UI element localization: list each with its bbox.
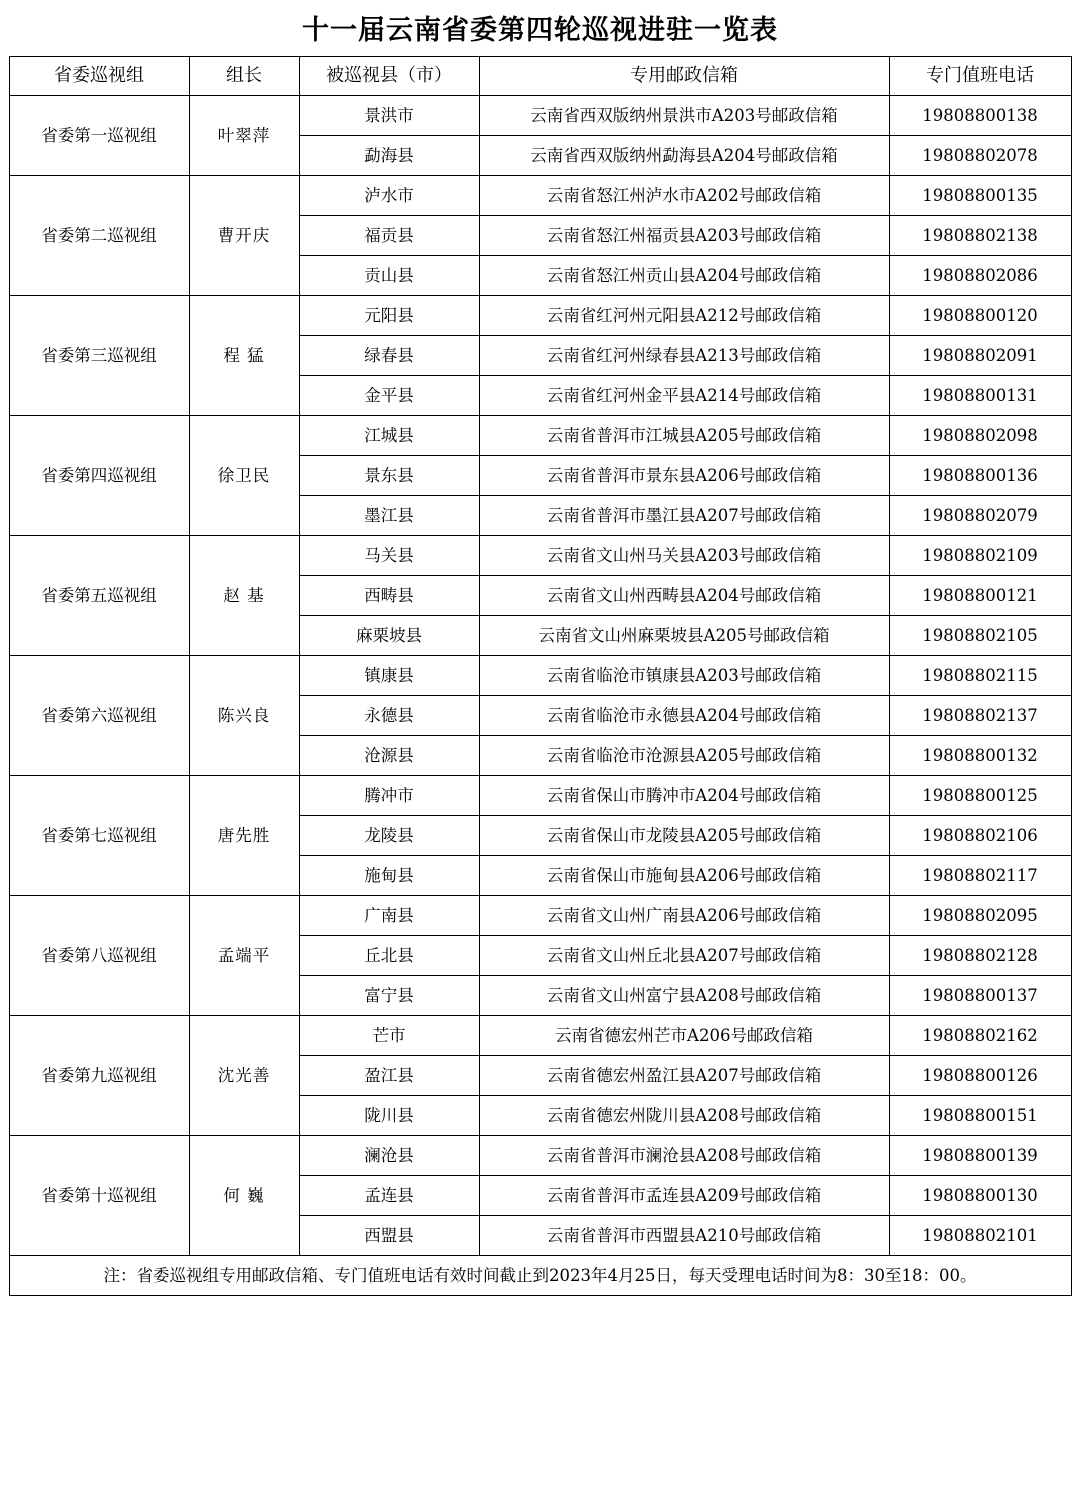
cell-mailbox: 云南省怒江州泸水市A202号邮政信箱 — [479, 176, 889, 216]
cell-mailbox: 云南省红河州元阳县A212号邮政信箱 — [479, 296, 889, 336]
cell-phone: 19808802137 — [889, 696, 1071, 736]
cell-county: 福贡县 — [299, 216, 479, 256]
cell-mailbox: 云南省怒江州贡山县A204号邮政信箱 — [479, 256, 889, 296]
cell-county: 芒市 — [299, 1016, 479, 1056]
cell-mailbox: 云南省保山市龙陵县A205号邮政信箱 — [479, 816, 889, 856]
cell-mailbox: 云南省普洱市西盟县A210号邮政信箱 — [479, 1216, 889, 1256]
cell-group: 省委第三巡视组 — [9, 296, 189, 416]
cell-county: 西盟县 — [299, 1216, 479, 1256]
cell-county: 丘北县 — [299, 936, 479, 976]
cell-mailbox: 云南省普洱市江城县A205号邮政信箱 — [479, 416, 889, 456]
cell-group: 省委第十巡视组 — [9, 1136, 189, 1256]
cell-mailbox: 云南省红河州绿春县A213号邮政信箱 — [479, 336, 889, 376]
cell-mailbox: 云南省保山市施甸县A206号邮政信箱 — [479, 856, 889, 896]
cell-county: 江城县 — [299, 416, 479, 456]
cell-leader: 叶翠萍 — [189, 96, 299, 176]
cell-group: 省委第四巡视组 — [9, 416, 189, 536]
cell-phone: 19808802138 — [889, 216, 1071, 256]
cell-group: 省委第五巡视组 — [9, 536, 189, 656]
table-row — [9, 1136, 1071, 1176]
cell-phone: 19808800135 — [889, 176, 1071, 216]
cell-leader: 沈光善 — [189, 1016, 299, 1136]
cell-mailbox: 云南省文山州丘北县A207号邮政信箱 — [479, 936, 889, 976]
cell-leader: 陈兴良 — [189, 656, 299, 776]
cell-phone: 19808800136 — [889, 456, 1071, 496]
cell-county: 永德县 — [299, 696, 479, 736]
cell-county: 龙陵县 — [299, 816, 479, 856]
note-text: 注：省委巡视组专用邮政信箱、专门值班电话有效时间截止到2023年4月25日，每天受理电话时间为8：30至18：00。 — [9, 1256, 1071, 1296]
cell-phone: 19808800138 — [889, 96, 1071, 136]
cell-phone: 19808802162 — [889, 1016, 1071, 1056]
table-header-row — [9, 57, 1071, 96]
cell-phone: 19808800151 — [889, 1096, 1071, 1136]
cell-county: 元阳县 — [299, 296, 479, 336]
cell-mailbox: 云南省文山州马关县A203号邮政信箱 — [479, 536, 889, 576]
cell-leader: 徐卫民 — [189, 416, 299, 536]
cell-county: 金平县 — [299, 376, 479, 416]
table-row — [9, 536, 1071, 576]
cell-mailbox: 云南省文山州广南县A206号邮政信箱 — [479, 896, 889, 936]
cell-mailbox: 云南省红河州金平县A214号邮政信箱 — [479, 376, 889, 416]
cell-leader: 曹开庆 — [189, 176, 299, 296]
cell-leader: 何 巍 — [189, 1136, 299, 1256]
cell-mailbox: 云南省德宏州陇川县A208号邮政信箱 — [479, 1096, 889, 1136]
cell-mailbox: 云南省普洱市澜沧县A208号邮政信箱 — [479, 1136, 889, 1176]
table-row — [9, 656, 1071, 696]
cell-mailbox: 云南省临沧市永德县A204号邮政信箱 — [479, 696, 889, 736]
table-row — [9, 176, 1071, 216]
cell-group: 省委第一巡视组 — [9, 96, 189, 176]
cell-mailbox: 云南省临沧市镇康县A203号邮政信箱 — [479, 656, 889, 696]
cell-county: 墨江县 — [299, 496, 479, 536]
cell-group: 省委第九巡视组 — [9, 1016, 189, 1136]
cell-phone: 19808802128 — [889, 936, 1071, 976]
cell-mailbox: 云南省普洱市孟连县A209号邮政信箱 — [479, 1176, 889, 1216]
cell-phone: 19808802105 — [889, 616, 1071, 656]
cell-mailbox: 云南省西双版纳州景洪市A203号邮政信箱 — [479, 96, 889, 136]
cell-county: 盈江县 — [299, 1056, 479, 1096]
page-title: 十一届云南省委第四轮巡视进驻一览表 — [302, 15, 778, 46]
cell-leader: 程 猛 — [189, 296, 299, 416]
cell-mailbox: 云南省临沧市沧源县A205号邮政信箱 — [479, 736, 889, 776]
note-row — [9, 1256, 1071, 1296]
table-row — [9, 296, 1071, 336]
cell-phone: 19808800130 — [889, 1176, 1071, 1216]
cell-mailbox: 云南省文山州麻栗坡县A205号邮政信箱 — [479, 616, 889, 656]
cell-mailbox: 云南省德宏州芒市A206号邮政信箱 — [479, 1016, 889, 1056]
cell-mailbox: 云南省德宏州盈江县A207号邮政信箱 — [479, 1056, 889, 1096]
cell-county: 腾冲市 — [299, 776, 479, 816]
cell-phone: 19808802078 — [889, 136, 1071, 176]
cell-phone: 19808802101 — [889, 1216, 1071, 1256]
cell-group: 省委第二巡视组 — [9, 176, 189, 296]
cell-county: 贡山县 — [299, 256, 479, 296]
cell-phone: 19808800132 — [889, 736, 1071, 776]
column-header-county: 被巡视县（市） — [299, 57, 479, 96]
table-body — [9, 96, 1071, 1256]
cell-county: 富宁县 — [299, 976, 479, 1016]
cell-phone: 19808800120 — [889, 296, 1071, 336]
cell-phone: 19808800139 — [889, 1136, 1071, 1176]
cell-phone: 19808800125 — [889, 776, 1071, 816]
cell-phone: 19808802098 — [889, 416, 1071, 456]
cell-mailbox: 云南省普洱市墨江县A207号邮政信箱 — [479, 496, 889, 536]
cell-county: 施甸县 — [299, 856, 479, 896]
column-header-group: 省委巡视组 — [9, 57, 189, 96]
cell-mailbox: 云南省文山州西畴县A204号邮政信箱 — [479, 576, 889, 616]
cell-county: 景东县 — [299, 456, 479, 496]
cell-county: 西畴县 — [299, 576, 479, 616]
table-row — [9, 776, 1071, 816]
table-row — [9, 896, 1071, 936]
cell-phone: 19808800137 — [889, 976, 1071, 1016]
column-header-phone: 专门值班电话 — [889, 57, 1071, 96]
cell-county: 泸水市 — [299, 176, 479, 216]
cell-county: 沧源县 — [299, 736, 479, 776]
cell-phone: 19808802117 — [889, 856, 1071, 896]
cell-county: 陇川县 — [299, 1096, 479, 1136]
cell-mailbox: 云南省普洱市景东县A206号邮政信箱 — [479, 456, 889, 496]
cell-leader: 唐先胜 — [189, 776, 299, 896]
cell-county: 镇康县 — [299, 656, 479, 696]
cell-phone: 19808800131 — [889, 376, 1071, 416]
table-row — [9, 416, 1071, 456]
cell-phone: 19808802109 — [889, 536, 1071, 576]
table-header — [9, 57, 1071, 96]
cell-phone: 19808800126 — [889, 1056, 1071, 1096]
cell-phone: 19808802091 — [889, 336, 1071, 376]
cell-mailbox: 云南省怒江州福贡县A203号邮政信箱 — [479, 216, 889, 256]
cell-county: 孟连县 — [299, 1176, 479, 1216]
cell-county: 澜沧县 — [299, 1136, 479, 1176]
cell-group: 省委第七巡视组 — [9, 776, 189, 896]
cell-county: 麻栗坡县 — [299, 616, 479, 656]
table-footer — [9, 1256, 1071, 1296]
cell-phone: 19808802106 — [889, 816, 1071, 856]
inspection-table — [9, 56, 1072, 1296]
cell-leader: 孟端平 — [189, 896, 299, 1016]
cell-mailbox: 云南省文山州富宁县A208号邮政信箱 — [479, 976, 889, 1016]
cell-county: 绿春县 — [299, 336, 479, 376]
cell-mailbox: 云南省西双版纳州勐海县A204号邮政信箱 — [479, 136, 889, 176]
cell-group: 省委第八巡视组 — [9, 896, 189, 1016]
cell-phone: 19808802086 — [889, 256, 1071, 296]
cell-group: 省委第六巡视组 — [9, 656, 189, 776]
cell-county: 广南县 — [299, 896, 479, 936]
cell-phone: 19808802095 — [889, 896, 1071, 936]
cell-county: 景洪市 — [299, 96, 479, 136]
cell-leader: 赵 基 — [189, 536, 299, 656]
cell-mailbox: 云南省保山市腾冲市A204号邮政信箱 — [479, 776, 889, 816]
cell-phone: 19808800121 — [889, 576, 1071, 616]
column-header-leader: 组长 — [189, 57, 299, 96]
cell-phone: 19808802079 — [889, 496, 1071, 536]
table-row — [9, 96, 1071, 136]
table-row — [9, 1016, 1071, 1056]
cell-phone: 19808802115 — [889, 656, 1071, 696]
column-header-mailbox: 专用邮政信箱 — [479, 57, 889, 96]
cell-county: 勐海县 — [299, 136, 479, 176]
cell-county: 马关县 — [299, 536, 479, 576]
